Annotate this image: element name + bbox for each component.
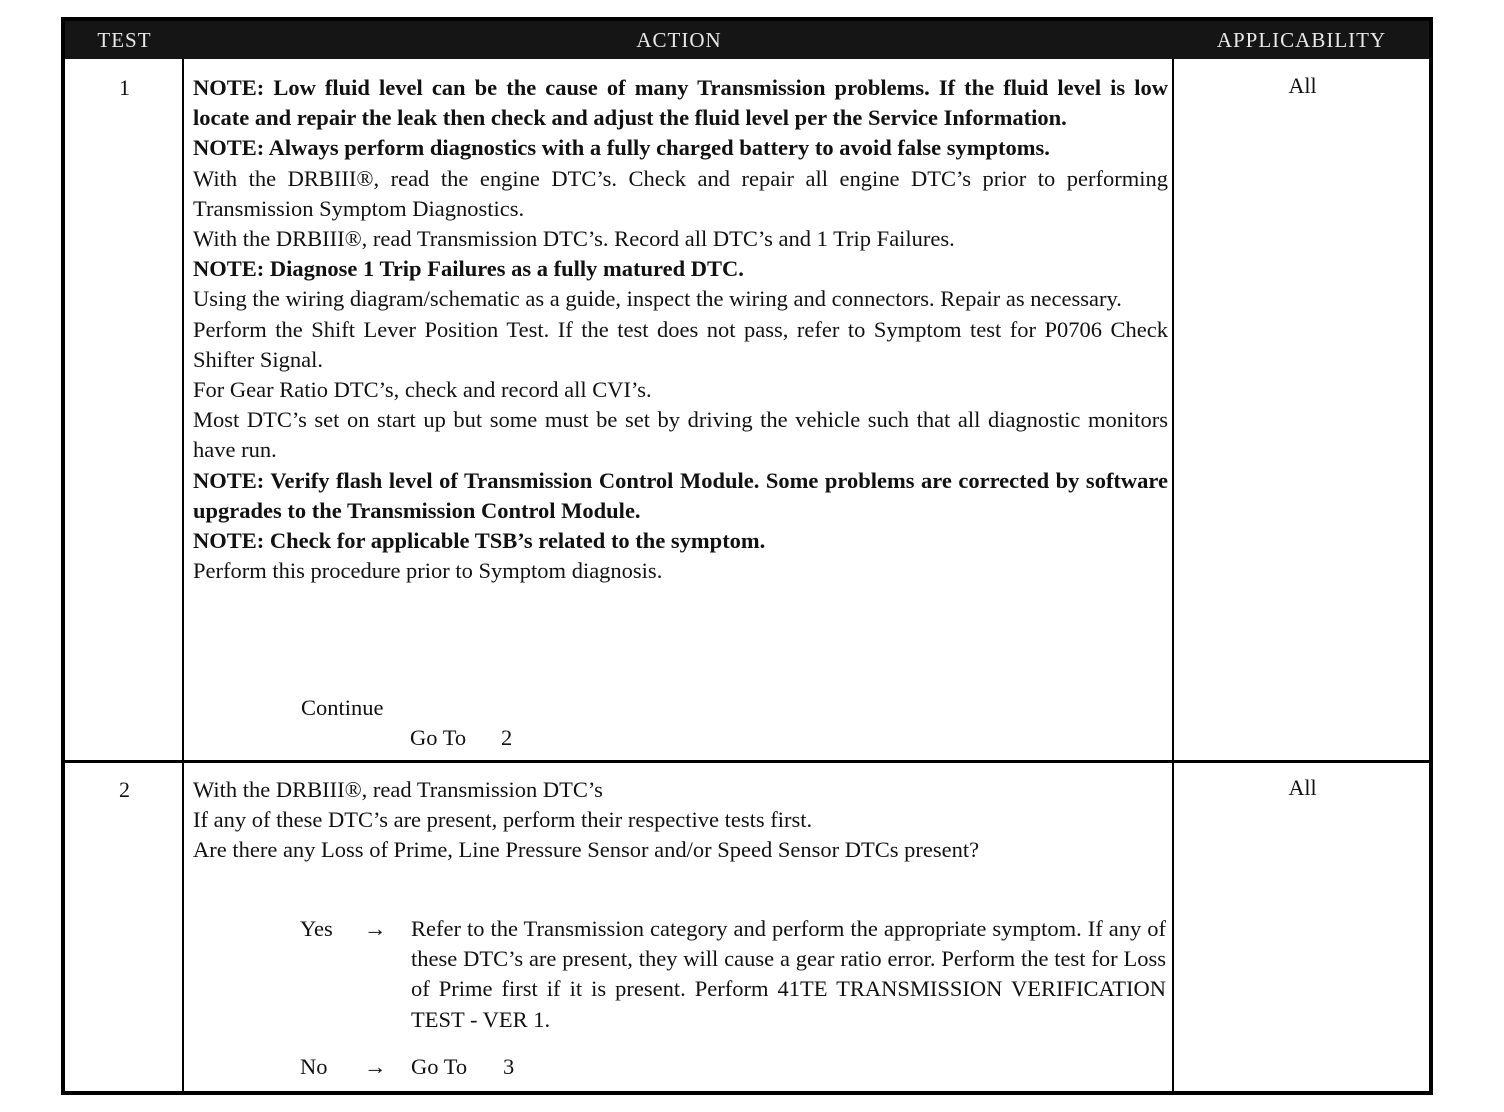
header-action: ACTION (636, 28, 722, 52)
instruction-paragraph: Most DTC’s set on start up but some must be set by driving the vehicle such that all diagnostic monitors have run. (193, 407, 1168, 463)
instruction-paragraph: With the DRBIII®, read Transmission DTC’s. Record all DTC’s and 1 Trip Failures. (193, 226, 955, 252)
row-2-test-number: 2 (119, 777, 130, 802)
instruction-paragraph: Using the wiring diagram/schematic as a guide, inspect the wiring and connectors. Repair as necessary. (193, 286, 1122, 312)
note-paragraph: NOTE: Low fluid level can be the cause of many Transmission problems. If the fluid level is low locate and repair the leak then check and adjust the fluid level per the Service Information. (193, 75, 1168, 131)
row-1-goto-label: Go To (410, 725, 467, 750)
row-1-action (193, 73, 1168, 586)
instruction-paragraph: With the DRBIII®, read Transmission DTC’s (193, 777, 603, 802)
row-2-yes-text: Refer to the Transmission category and perform the appropriate symptom. If any of these DTC’s are present, they will cause a gear ratio error. Perform the test for Loss of Prime first if it is present. Perform 41TE TRANSMISSION VERIFICATION TEST - VER 1. (411, 916, 1166, 1032)
instruction-paragraph: If any of these DTC’s are present, perform their respective tests first. (193, 807, 813, 833)
diagnostic-table (61, 17, 1433, 1095)
instruction-paragraph: Perform this procedure prior to Symptom diagnosis. (193, 558, 663, 584)
row-2-no-goto-target: 3 (503, 1054, 515, 1079)
instruction-paragraph: For Gear Ratio DTC’s, check and record all CVI’s. (193, 377, 652, 403)
yes-arrow-icon: → (364, 916, 387, 941)
note-paragraph: NOTE: Diagnose 1 Trip Failures as a fully matured DTC. (193, 256, 744, 282)
note-paragraph: NOTE: Check for applicable TSB’s related to the symptom. (193, 528, 766, 554)
row-1-applicability: All (1288, 73, 1317, 98)
row-2-action (193, 775, 1168, 866)
header-applicability: APPLICABILITY (1216, 28, 1387, 52)
row-1-continue: Continue (301, 695, 384, 720)
note-paragraph: NOTE: Always perform diagnostics with a fully charged battery to avoid false symptoms. (193, 135, 1050, 161)
table-header (65, 21, 1429, 59)
instruction-paragraph: Perform the Shift Lever Position Test. If the test does not pass, refer to Symptom test for P0706 Check Shifter Signal. (193, 316, 1168, 372)
column-divider (182, 59, 184, 1091)
row-2-no-goto-label: Go To (411, 1054, 468, 1079)
row-1-test-number: 1 (119, 75, 130, 100)
header-test: TEST (97, 28, 152, 52)
instruction-paragraph: Are there any Loss of Prime, Line Pressure Sensor and/or Speed Sensor DTCs present? (193, 837, 980, 863)
row-2-applicability: All (1288, 775, 1317, 800)
row-2-no-label: No (300, 1054, 328, 1079)
instruction-paragraph: With the DRBIII®, read the engine DTC’s. Check and repair all engine DTC’s prior to performing Transmission Symptom Diagnostics. (193, 165, 1168, 221)
row-1-goto-target: 2 (501, 725, 513, 750)
row-divider (65, 760, 1429, 763)
note-paragraph: NOTE: Verify flash level of Transmission Control Module. Some problems are corrected by software upgrades to the Transmission Control Module. (193, 467, 1168, 523)
no-arrow-icon: → (364, 1054, 387, 1079)
row-2-yes-label: Yes (300, 916, 333, 941)
column-divider (1172, 59, 1174, 1091)
